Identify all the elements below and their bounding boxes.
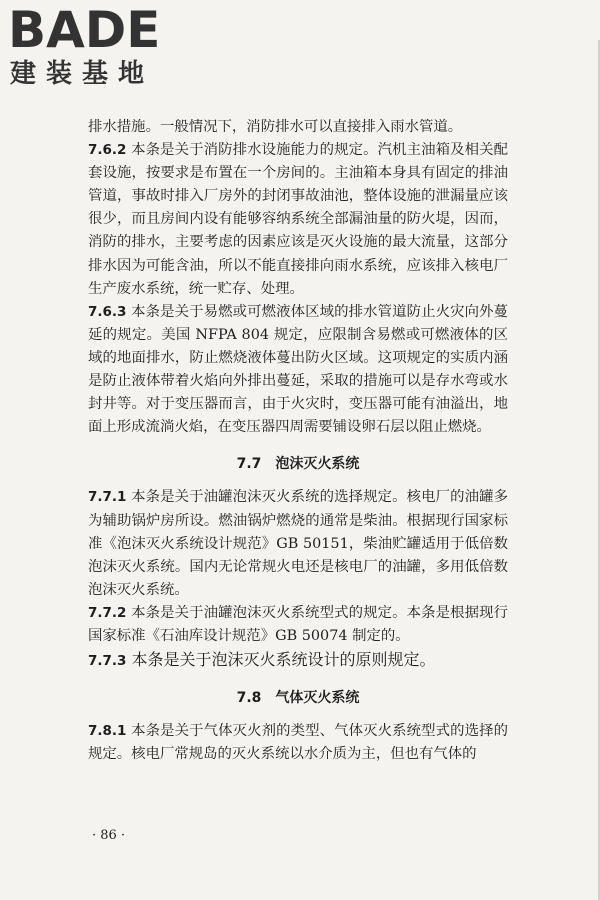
clause-7-7-2 [88,602,508,648]
clause-number: 7.8.1 [88,723,127,740]
clause-number: 7.7.3 [88,653,127,670]
clause-number: 7.7.1 [88,489,127,506]
clause-7-7-1 [88,486,508,601]
clause-number: 7.6.2 [88,142,127,159]
clause-text: 本条是关于油罐泡沫灭火系统型式的规定。本条是根据现行国家标准《石油库设计规范》GB 50074 制定的。 [88,604,508,644]
section-heading-7-7: 7.7 泡沫灭火系统 [236,456,360,473]
clause-text: 本条是关于油罐泡沫灭火系统的选择规定。核电厂的油罐多为辅助锅炉房所设。燃油锅炉燃烧的通常是柴油。根据现行国家标准《泡沫灭火系统设计规范》GB 50151，柴油贮罐适用于低倍数泡沫灭火系统。国内无论常规火电还是核电厂的油罐，多用低倍数泡沫灭火系统。 [88,489,508,598]
clause-text: 本条是关于气体灭火剂的类型、气体灭火系统型式的选择的规定。核电厂常规岛的灭火系统以水介质为主，但也有气体的 [88,723,508,763]
paragraph-continuation: 排水措施。一般情况下，消防排水可以直接排入雨水管道。 [88,119,463,135]
clause-text: 本条是关于泡沫灭火系统设计的原则规定。 [131,650,436,670]
clause-7-8-1 [88,720,508,766]
clause-text: 本条是关于易燃或可燃液体区域的排水管道防止火灾向外蔓延的规定。美国 NFPA 804 规定，应限制含易燃或可燃液体的区域的地面排水，防止燃烧液体蔓出防火区域。这项规定的实质内涵是防止液体带着火焰向外排出蔓延，采取的措施可以是存水弯或水封井等。对于变压器而言，由于火灾时，变压器可能有油溢出，地面上形成流淌火焰，在变压器四周需要铺设卵石层以阻止燃烧。 [88,303,508,436]
clause-number: 7.6.3 [88,303,127,320]
clause-text: 本条是关于消防排水设施能力的规定。汽机主油箱及相关配套设施，按要求是布置在一个房间的。主油箱本身具有固定的排油管道，事故时排入厂房外的封闭事故油池，整体设施的泄漏量应该很少，而且房间内设有能够容纳系统全部漏油量的防火堤，因而，消防的排水，主要考虑的因素应该是灭火设施的最大流量，这部分排水因为可能含油，所以不能直接排向雨水系统，应该排入核电厂生产废水系统，统一贮存、处理。 [88,142,508,297]
bade-logo [8,2,178,92]
logo-subtitle: 建装基地 [10,59,155,89]
clause-number: 7.7.2 [88,604,127,621]
section-heading-7-8: 7.8 气体灭火系统 [236,690,360,707]
page-number: · 86 · [92,828,126,843]
document-body [88,116,508,766]
logo-wordmark: BADE [8,1,161,59]
clause-7-6-3 [88,301,508,440]
clause-7-6-2 [88,139,508,301]
clause-7-7-3 [88,648,508,673]
